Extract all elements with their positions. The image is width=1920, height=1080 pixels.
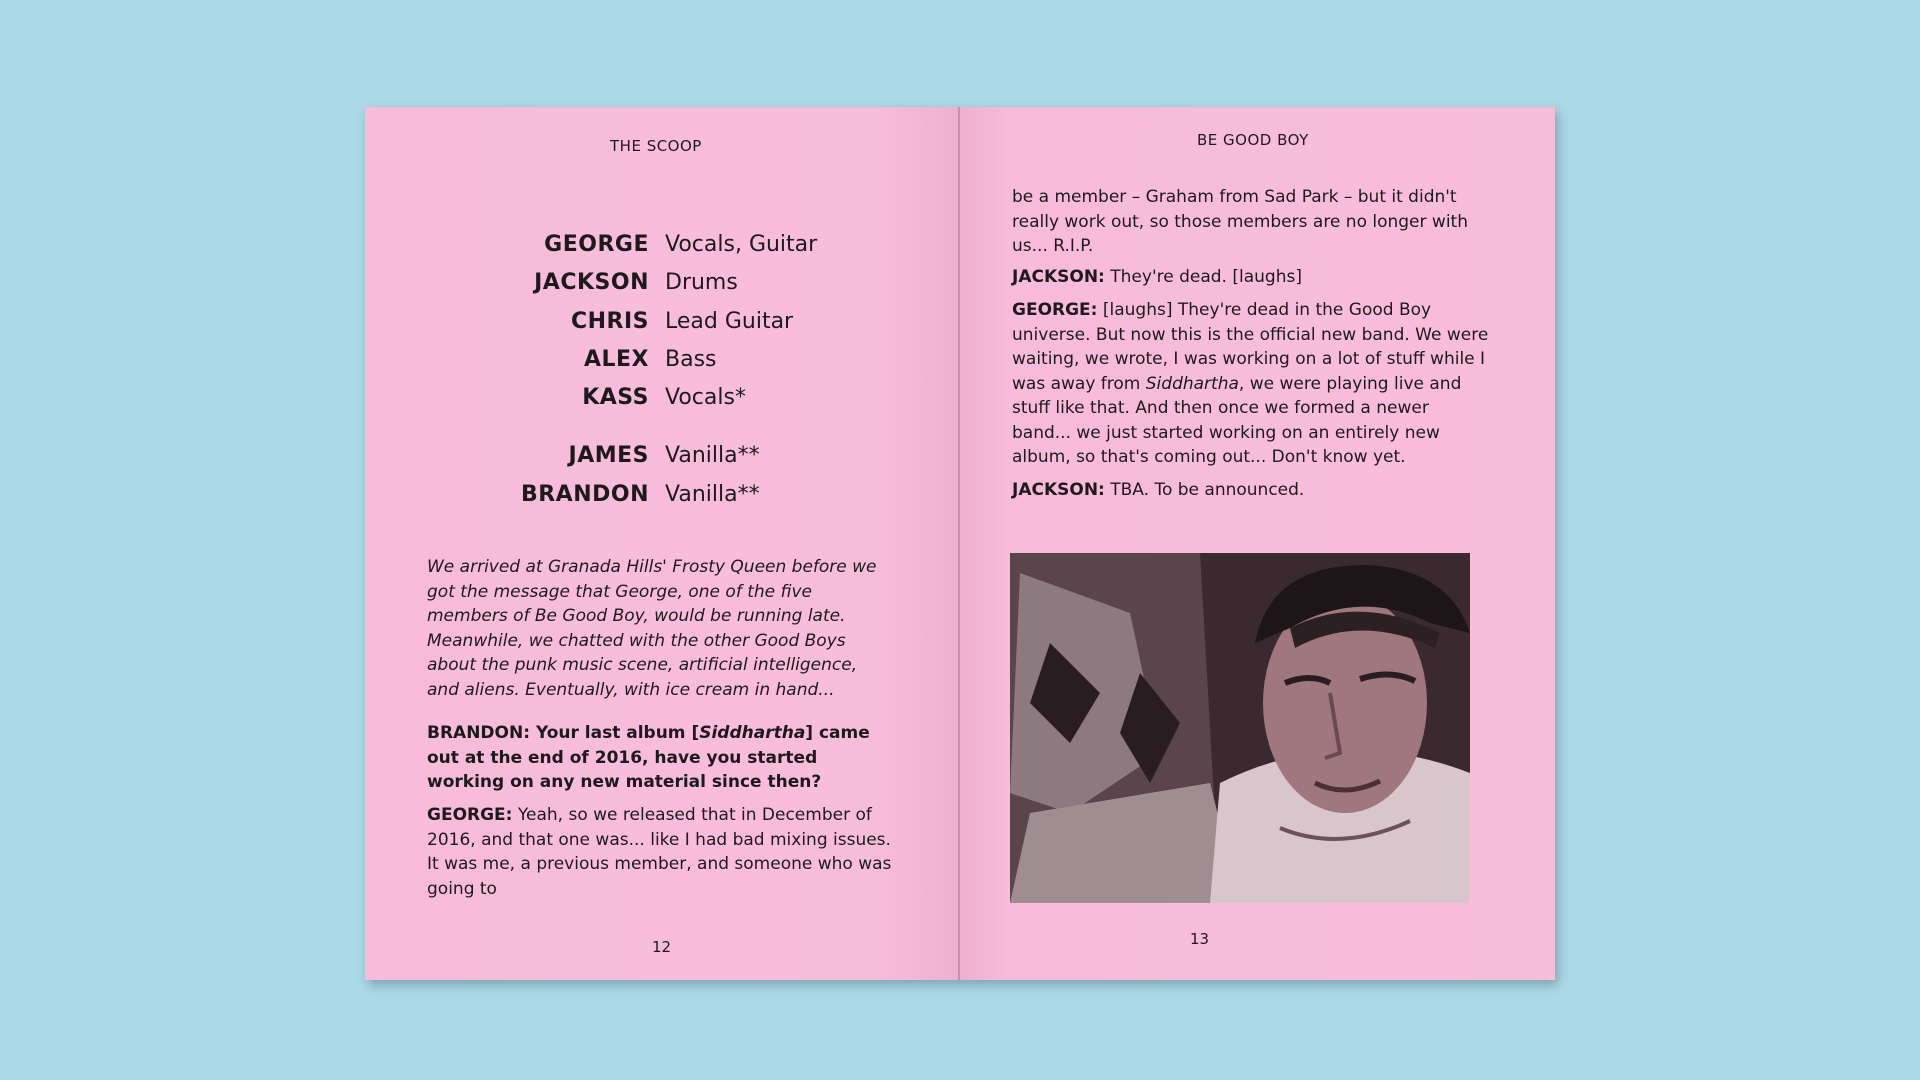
roster-role: Lead Guitar bbox=[665, 309, 794, 334]
speaker-name: GEORGE: bbox=[427, 805, 513, 825]
roster-name: GEORGE bbox=[544, 232, 649, 257]
roster-row bbox=[365, 482, 959, 516]
intro-paragraph: We arrived at Granada Hills' Frosty Queen before we got the message that George, one of the five members of Be Good Boy, would be running late. Meanwhile, we chatted with the other Good Boys about the punk music scene, artificial intelligence, and aliens. Eventually, with ice cream in hand... bbox=[427, 557, 877, 700]
roster-role: Vanilla** bbox=[665, 482, 760, 507]
album-title: Siddhartha bbox=[1145, 373, 1239, 394]
interview-answer bbox=[1012, 298, 1492, 470]
zine-spread bbox=[365, 107, 1555, 980]
roster-role: Vocals, Guitar bbox=[665, 232, 818, 257]
roster-row bbox=[365, 443, 959, 477]
page-number-right: 13 bbox=[1190, 930, 1210, 948]
spine-gutter bbox=[958, 107, 960, 980]
running-head-left: THE SCOOP bbox=[610, 137, 702, 155]
roster-row bbox=[365, 232, 959, 266]
answer-text: [laughs] They're dead in the Good Boy universe. But now this is the official new band. We were waiting, we wrote, I was working on a lot of stuff while I was away from bbox=[1012, 300, 1489, 394]
question-text: ] came out at the end of 2016, have you started working on any new material since then? bbox=[427, 723, 870, 792]
roster-row bbox=[365, 347, 959, 381]
roster-role: Vanilla** bbox=[665, 443, 760, 468]
photo-illustration bbox=[1010, 553, 1470, 903]
roster-role: Bass bbox=[665, 347, 717, 372]
roster-role: Drums bbox=[665, 270, 738, 295]
continuation-paragraph: be a member – Graham from Sad Park – but it didn't really work out, so those members are no longer with us... R.I.P. bbox=[1012, 187, 1468, 256]
interview-question bbox=[427, 721, 887, 795]
speaker-name: JACKSON: bbox=[1012, 480, 1105, 500]
interview-answer bbox=[1012, 265, 1482, 290]
album-title: Siddhartha bbox=[699, 723, 806, 743]
roster-name: JAMES bbox=[568, 443, 649, 468]
roster-name: JACKSON bbox=[534, 270, 649, 295]
roster-row bbox=[365, 270, 959, 304]
speaker-name: JACKSON: bbox=[1012, 267, 1105, 287]
answer-text: , we were playing live and stuff like that. And then once we formed a newer band... we just started working on an entirely new album, so that's coming out... Don't know yet. bbox=[1012, 373, 1462, 467]
page-number-left: 12 bbox=[652, 938, 672, 956]
interview-answer bbox=[427, 803, 897, 901]
left-page bbox=[365, 107, 959, 980]
roster-name: CHRIS bbox=[570, 309, 649, 334]
roster-row bbox=[365, 309, 959, 343]
roster-name: BRANDON bbox=[520, 482, 649, 507]
band-member-photo bbox=[1010, 553, 1470, 903]
roster-role: Vocals* bbox=[665, 385, 746, 410]
roster-name: ALEX bbox=[583, 347, 649, 372]
question-text: BRANDON: Your last album [ bbox=[427, 723, 700, 743]
running-head-right: BE GOOD BOY bbox=[1197, 131, 1309, 149]
answer-text: Yeah, so we released that in December of 2016, and that one was... like I had bad mixing issues. It was me, a previous member, and someone who was going to bbox=[427, 805, 892, 899]
answer-text: They're dead. [laughs] bbox=[1104, 267, 1302, 287]
answer-text: TBA. To be announced. bbox=[1104, 480, 1305, 500]
roster-name: KASS bbox=[582, 385, 649, 410]
roster-row bbox=[365, 385, 959, 419]
interview-answer bbox=[1012, 478, 1482, 503]
speaker-name: GEORGE: bbox=[1012, 300, 1098, 320]
right-page bbox=[959, 107, 1555, 980]
